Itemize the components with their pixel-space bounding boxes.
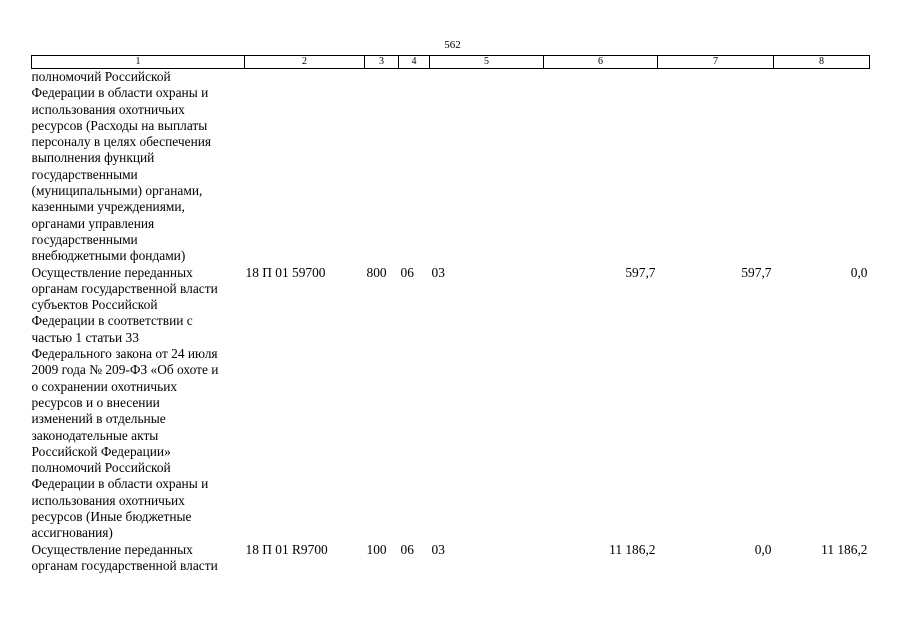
- table-row: [32, 542, 870, 575]
- column-number: 5: [430, 56, 544, 69]
- expense-type-code: 800: [366, 264, 387, 280]
- row-name: Осуществление переданных органам государственной власти: [31, 541, 218, 573]
- budget-table: [31, 55, 870, 574]
- target-article-code: [245, 69, 365, 265]
- row-name: Осуществление переданных органам государственной власти субъектов Российской Федерации в соответствии с частью 1 статьи 33 Федерального закона от 24 июля 2009 года № 209-ФЗ «Об охоте и о сохранении охотничьих ресурсов и о внесении изменений в отдельные законодательные акты Российской Федерации» полномочий Российской Федерации в области охраны и использования охотничьих ресурсов (Иные бюджетные ассигнования): [31, 264, 219, 541]
- column-number: 8: [774, 56, 870, 69]
- subsection-code: 03: [431, 264, 445, 280]
- amount-col6: [544, 69, 658, 265]
- subsection-code: [430, 69, 544, 265]
- target-article-code: 18 П 01 R9700: [245, 541, 328, 557]
- amount-col8: 0,0: [850, 264, 868, 280]
- section-code: [399, 69, 430, 265]
- column-number-row: [32, 56, 870, 69]
- expense-type-code: [365, 69, 399, 265]
- amount-col8: 11 186,2: [821, 541, 868, 557]
- expense-type-code: 100: [366, 541, 387, 557]
- column-number: 2: [245, 56, 365, 69]
- amount-col7: 0,0: [754, 541, 772, 557]
- column-number: 4: [399, 56, 430, 69]
- target-article-code: 18 П 01 59700: [245, 264, 326, 280]
- column-number: 1: [32, 56, 245, 69]
- amount-col7: 597,7: [741, 264, 772, 280]
- column-number: 7: [658, 56, 774, 69]
- section-code: 06: [400, 264, 414, 280]
- amount-col6: 597,7: [625, 264, 656, 280]
- subsection-code: 03: [431, 541, 445, 557]
- amount-col8: [774, 69, 870, 265]
- column-number: 3: [365, 56, 399, 69]
- column-number: 6: [544, 56, 658, 69]
- amount-col6: 11 186,2: [609, 541, 656, 557]
- section-code: 06: [400, 541, 414, 557]
- table-row: [32, 69, 870, 265]
- amount-col7: [658, 69, 774, 265]
- page-number: 562: [444, 39, 461, 51]
- row-name: полномочий Российской Федерации в области охраны и использования охотничьих ресурсов (Расходы на выплаты персоналу в целях обеспечения выполнения функций государственными (муниципальными) органами, казенными учреждениями, органами управления государственными внебюджетными фондами): [31, 69, 212, 264]
- table-row: [32, 265, 870, 542]
